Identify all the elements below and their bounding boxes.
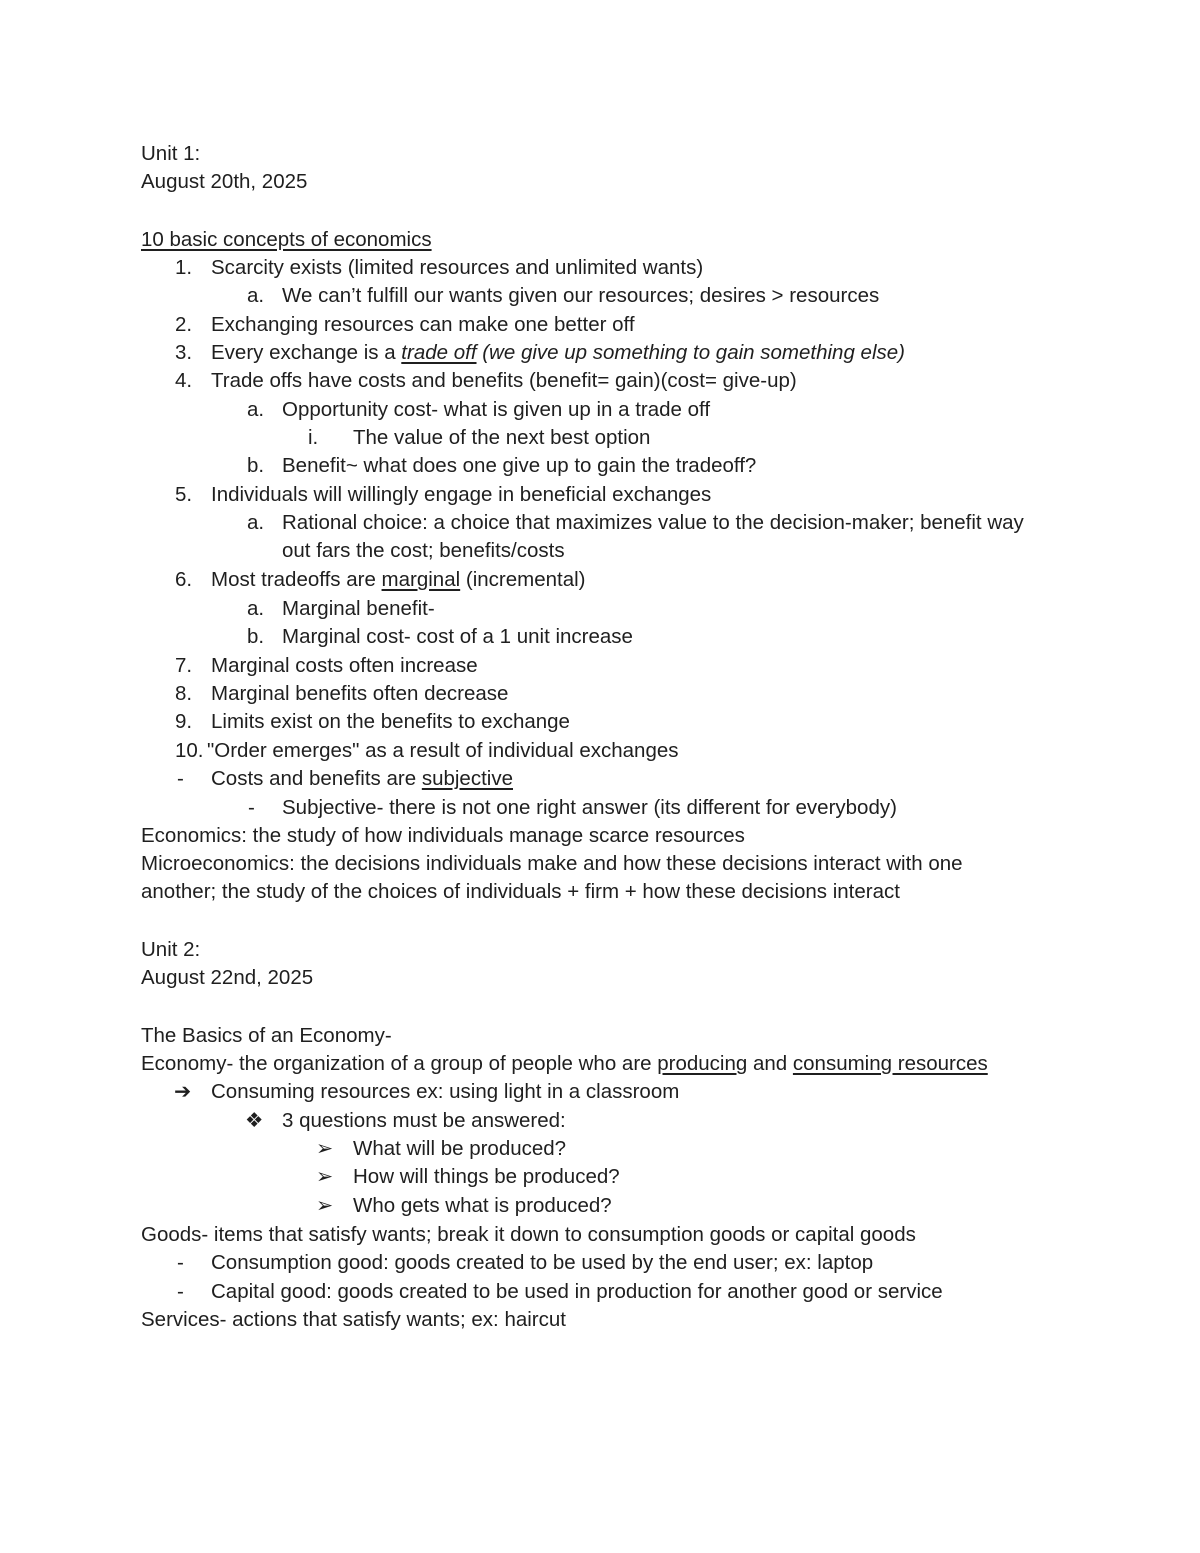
list-item: Marginal benefit- bbox=[282, 597, 435, 620]
arrowhead-bullet-icon: ➢ bbox=[316, 1137, 334, 1160]
arrowhead-bullet-icon: ➢ bbox=[316, 1165, 334, 1188]
microeconomics-definition: Microeconomics: the decisions individuals make and how these decisions interact with one another; the study of the choices of individuals + firm + how these decisions interact bbox=[141, 852, 963, 903]
list-item bbox=[211, 566, 585, 594]
list-marker: b. bbox=[247, 454, 265, 477]
list-marker: 1. bbox=[175, 256, 193, 279]
list-marker: 8. bbox=[175, 682, 193, 705]
economy-text: and bbox=[747, 1052, 793, 1075]
goods-definition: Goods- items that satisfy wants; break it down to consumption goods or capital goods bbox=[141, 1223, 916, 1246]
term-producing: producing bbox=[657, 1052, 748, 1075]
list-item-text: (incremental) bbox=[460, 568, 586, 591]
unit1-date: August 20th, 2025 bbox=[141, 170, 308, 193]
list-item: Consuming resources ex: using light in a classroom bbox=[211, 1080, 680, 1103]
list-item: Marginal cost- cost of a 1 unit increase bbox=[282, 625, 633, 648]
list-item: Consumption good: goods created to be used by the end user; ex: laptop bbox=[211, 1251, 874, 1274]
list-item: Exchanging resources can make one better off bbox=[211, 313, 635, 336]
list-item: Benefit~ what does one give up to gain the tradeoff? bbox=[282, 454, 757, 477]
unit2-heading: The Basics of an Economy- bbox=[141, 1024, 392, 1047]
list-item-text: (we give up something to gain something else) bbox=[476, 341, 905, 364]
list-item: What will be produced? bbox=[353, 1137, 567, 1160]
list-item: How will things be produced? bbox=[353, 1165, 620, 1188]
list-item: Marginal costs often increase bbox=[211, 654, 478, 677]
unit1-heading: 10 basic concepts of economics bbox=[141, 228, 432, 251]
list-marker: a. bbox=[247, 284, 265, 307]
list-item bbox=[211, 339, 905, 367]
term-trade-off: trade off bbox=[401, 341, 477, 364]
economics-definition: Economics: the study of how individuals manage scarce resources bbox=[141, 824, 745, 847]
list-item: Scarcity exists (limited resources and unlimited wants) bbox=[211, 256, 704, 279]
list-marker: 3. bbox=[175, 341, 193, 364]
list-marker: a. bbox=[247, 398, 265, 421]
list-marker: - bbox=[177, 767, 184, 790]
list-item: Trade offs have costs and benefits (benefit= gain)(cost= give-up) bbox=[211, 369, 797, 392]
unit2-title: Unit 2: bbox=[141, 938, 201, 961]
list-marker: - bbox=[177, 1251, 184, 1274]
list-item bbox=[211, 765, 513, 793]
list-item: Marginal benefits often decrease bbox=[211, 682, 509, 705]
list-marker: 9. bbox=[175, 710, 193, 733]
list-item: 3 questions must be answered: bbox=[282, 1109, 566, 1132]
list-item: Opportunity cost- what is given up in a trade off bbox=[282, 398, 711, 421]
term-consuming-resources: consuming resources bbox=[792, 1052, 988, 1075]
list-item: The value of the next best option bbox=[353, 426, 651, 449]
list-item: Subjective- there is not one right answer (its different for everybody) bbox=[282, 796, 897, 819]
list-item-text: Costs and benefits are bbox=[211, 767, 422, 790]
term-subjective: subjective bbox=[421, 767, 513, 790]
services-definition: Services- actions that satisfy wants; ex: haircut bbox=[141, 1308, 566, 1331]
list-item-text: Every exchange is a bbox=[211, 341, 402, 364]
list-item-text: Most tradeoffs are bbox=[211, 568, 382, 591]
list-marker: b. bbox=[247, 625, 265, 648]
list-marker: a. bbox=[247, 511, 265, 534]
list-item: Individuals will willingly engage in beneficial exchanges bbox=[211, 483, 712, 506]
unit2-date: August 22nd, 2025 bbox=[141, 966, 314, 989]
list-marker: - bbox=[177, 1280, 184, 1303]
diamond-bullet-icon: ❖ bbox=[245, 1109, 264, 1132]
economy-definition bbox=[141, 1050, 988, 1078]
list-marker: a. bbox=[247, 597, 265, 620]
list-item: Limits exist on the benefits to exchange bbox=[211, 710, 570, 733]
list-marker: i. bbox=[308, 426, 319, 449]
list-item: "Order emerges" as a result of individual exchanges bbox=[207, 739, 679, 762]
list-item: Rational choice: a choice that maximizes value to the decision-maker; benefit way out fars the cost; benefits/costs bbox=[282, 511, 1024, 562]
list-marker: - bbox=[248, 796, 255, 819]
list-marker: 4. bbox=[175, 369, 193, 392]
term-marginal: marginal bbox=[381, 568, 461, 591]
arrowhead-bullet-icon: ➢ bbox=[316, 1194, 334, 1217]
list-item: We can’t fulfill our wants given our resources; desires > resources bbox=[282, 284, 880, 307]
list-marker: 7. bbox=[175, 654, 193, 677]
list-marker: 6. bbox=[175, 568, 193, 591]
unit1-title: Unit 1: bbox=[141, 142, 201, 165]
list-item: Capital good: goods created to be used in production for another good or service bbox=[211, 1280, 943, 1303]
list-marker: 10. bbox=[175, 739, 204, 762]
list-marker: 5. bbox=[175, 483, 193, 506]
economy-text: Economy- the organization of a group of people who are bbox=[141, 1052, 658, 1075]
list-marker: 2. bbox=[175, 313, 193, 336]
arrow-bullet-icon: ➔ bbox=[174, 1080, 192, 1103]
list-item: Who gets what is produced? bbox=[353, 1194, 612, 1217]
